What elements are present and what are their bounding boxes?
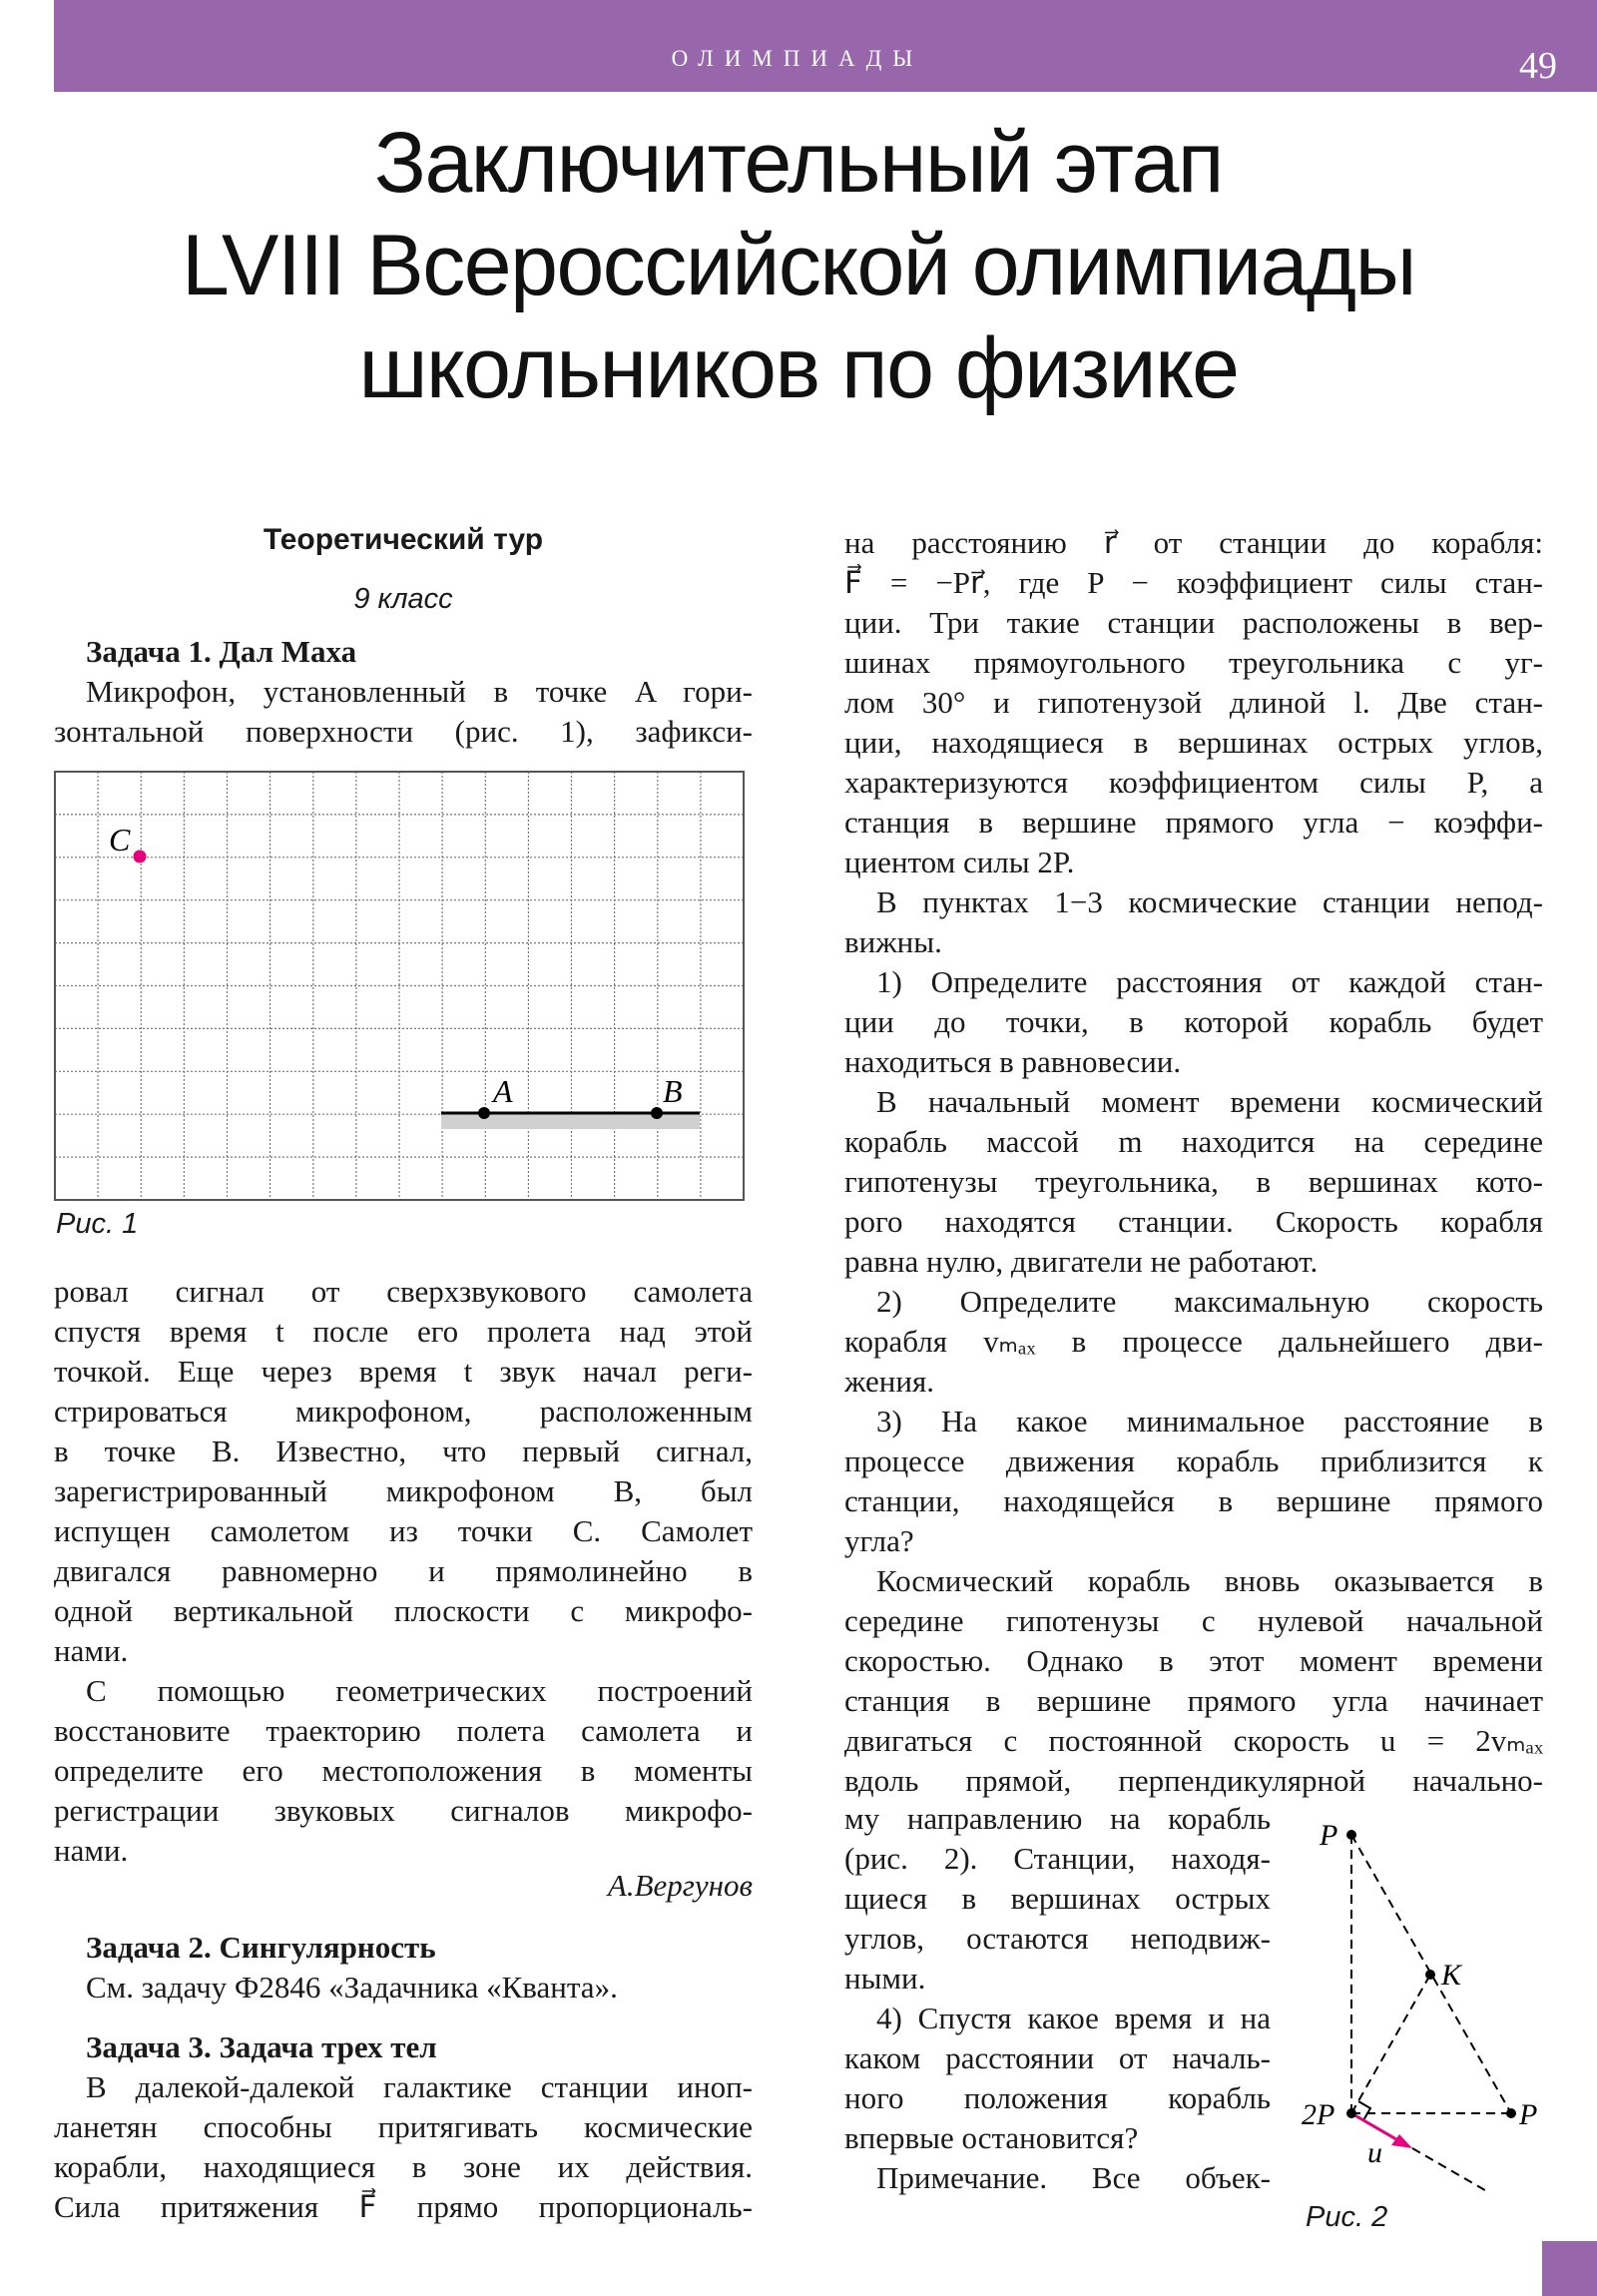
text-line: жения.: [844, 1364, 934, 1399]
text-line: щиеся в вершинах острых: [844, 1881, 1271, 1916]
text-line: корабля vₘₐₓ в процессе дальнейшего дви-: [844, 1324, 1543, 1359]
text-line: середине гипотенузы с нулевой начальной: [844, 1603, 1543, 1638]
paragraph: [844, 962, 1543, 1082]
text-line: углов, остаются неподвиж-: [844, 1921, 1271, 1956]
text-line: процессе движения корабль приблизится к: [844, 1443, 1543, 1478]
line-to-k: [1351, 1975, 1430, 2113]
text-line: корабли, находящиеся в зоне их действия.: [54, 2149, 753, 2184]
text-line: спустя время t после его пролета над этой: [54, 1314, 753, 1349]
text-line: нами.: [54, 1833, 129, 1868]
label-b: B: [663, 1073, 683, 1109]
author: А.Вергунов: [607, 1868, 753, 1903]
text-line: 2) Определите максимальную скорость: [876, 1284, 1543, 1319]
text-line: вдоль прямой, перпендикулярной начально-: [844, 1763, 1543, 1798]
station-right: [1506, 2108, 1516, 2118]
station-top: [1346, 1830, 1356, 1840]
text-line: Сила притяжения F⃗ прямо пропорциональ-: [54, 2189, 753, 2224]
paragraph: [54, 2067, 753, 2227]
label-u: u: [1367, 2136, 1382, 2169]
paragraph: [844, 1799, 1271, 1999]
paragraph: [54, 1968, 753, 2008]
text-line: ции, находящиеся в вершинах острых углов,: [844, 725, 1543, 760]
title-line: школьников по физике: [358, 320, 1239, 416]
paragraph: [54, 1671, 753, 1871]
paragraph: [844, 1282, 1543, 1402]
point-c: [134, 851, 147, 863]
task2: [54, 1928, 753, 2008]
text-line: Примечание. Все объек-: [876, 2160, 1271, 2195]
text-line: циентом силы 2P.: [844, 845, 1075, 879]
trajectory-line: [1412, 2148, 1490, 2193]
text-line: Космический корабль вновь оказывается в: [876, 1563, 1543, 1598]
text-line: зарегистрированный микрофоном B, был: [54, 1473, 753, 1508]
label-c: C: [109, 822, 131, 858]
text-line: вижны.: [844, 924, 942, 959]
article-title: [0, 112, 1597, 420]
text-line: Микрофон, установленный в точке A гори-: [86, 674, 753, 709]
text-line: скоростью. Однако в этот момент времени: [844, 1643, 1543, 1678]
text-line: См. задачу Ф2846 «Задачника «Кванта».: [86, 1970, 618, 2005]
text-line: гипотенузы треугольника, в вершинах кото-: [844, 1164, 1543, 1199]
text-line: нами.: [54, 1633, 129, 1668]
paragraph: [844, 1999, 1271, 2158]
point-b: [651, 1107, 663, 1119]
text-line: ного положения корабль: [844, 2080, 1271, 2115]
text-line: ции до точки, в которой корабль будет: [844, 1004, 1543, 1039]
paragraph: [844, 1402, 1543, 1561]
text-line: F⃗ = −Pr⃗, где P − коэффициент силы стан-: [844, 565, 1543, 600]
text-line: регистрации звуковых сигналов микрофо-: [54, 1793, 753, 1828]
figure-2-caption: Рис. 2: [1306, 2201, 1388, 2233]
text-line: му направлению на корабль: [844, 1801, 1271, 1836]
title-line: LVIII Всероссийской олимпиады: [182, 218, 1415, 313]
paragraph: [844, 1082, 1543, 1282]
paragraph: [844, 2158, 1271, 2198]
figure-1-caption: Рис. 1: [56, 1208, 139, 1240]
text-line: точкой. Еще через время t звук начал реги-: [54, 1354, 753, 1389]
task1-intro: [54, 632, 753, 752]
text-line: станция в вершине прямого угла − коэффи-: [844, 805, 1543, 840]
text-line: каком расстоянии от началь-: [844, 2040, 1271, 2075]
label-k: K: [1441, 1959, 1462, 1992]
task2-heading: Задача 2. Сингулярность: [86, 1930, 436, 1965]
grid: [55, 772, 744, 1200]
label-p-top: P: [1320, 1819, 1338, 1852]
arrowhead-icon: [1391, 2134, 1412, 2148]
text-line: одной вертикальной плоскости с микрофо-: [54, 1593, 753, 1628]
text-line: станция в вершине прямого угла начинает: [844, 1683, 1543, 1718]
figure-2: [1288, 1807, 1567, 2226]
text-line: (рис. 2). Станции, находя-: [844, 1841, 1271, 1876]
label-2p: 2P: [1302, 2098, 1335, 2131]
text-line: станции, находящейся в вершине прямого: [844, 1483, 1543, 1518]
station-corner: [1346, 2108, 1356, 2118]
label-p-right: P: [1519, 2098, 1538, 2131]
text-line: стрироваться микрофоном, расположенным: [54, 1394, 753, 1429]
text-line: характеризуются коэффициентом силы P, а: [844, 765, 1543, 800]
page-number: 49: [1519, 45, 1557, 87]
task3-continued-narrow: [844, 1799, 1271, 2198]
text-line: ции. Три такие станции расположены в вер-: [844, 605, 1543, 640]
text-line: рого находятся станции. Скорость корабля: [844, 1204, 1543, 1239]
grade-label: 9 класс: [353, 583, 453, 615]
text-line: В далекой-далекой галактике станции иноп-: [86, 2069, 753, 2104]
task1-heading: Задача 1. Дал Маха: [86, 634, 357, 669]
text-line: В пунктах 1−3 космические станции непод-: [876, 884, 1543, 919]
text-line: лом 30° и гипотенузой длиной l. Две стан-: [844, 685, 1543, 720]
paragraph: [844, 882, 1543, 962]
paragraph: [844, 1561, 1543, 1801]
title-line: Заключительный этап: [374, 115, 1223, 211]
task1-body: [54, 1272, 753, 1871]
text-line: В начальный момент времени космический: [876, 1084, 1543, 1119]
text-line: 3) На какое минимальное расстояние в: [876, 1404, 1543, 1438]
paragraph: [54, 672, 753, 752]
paragraph: [54, 1272, 753, 1671]
section-title: ОЛИМПИАДЫ: [671, 46, 924, 71]
text-line: двигаться с постоянной скорость u = 2vₘₐₓ: [844, 1723, 1543, 1758]
task3: [54, 2027, 753, 2227]
text-line: восстановите траекторию полета самолета и: [54, 1713, 753, 1748]
text-line: корабль массой m находится на середине: [844, 1124, 1543, 1159]
text-line: испущен самолетом из точки C. Самолет: [54, 1513, 753, 1548]
section-heading: Теоретический тур: [263, 523, 544, 556]
text-line: зонтальной поверхности (рис. 1), зафикси-: [54, 714, 753, 749]
text-line: двигался равномерно и прямолинейно в: [54, 1553, 753, 1588]
text-line: 1) Определите расстояния от каждой стан-: [876, 964, 1543, 999]
text-line: в точке B. Известно, что первый сигнал,: [54, 1434, 753, 1468]
paragraph: [844, 523, 1543, 882]
text-line: равна нулю, двигатели не работают.: [844, 1244, 1319, 1279]
text-line: ными.: [844, 1961, 926, 1996]
text-line: впервые остановится?: [844, 2120, 1139, 2155]
point-k: [1425, 1970, 1435, 1980]
task3-heading: Задача 3. Задача трех тел: [86, 2029, 437, 2064]
text-line: находиться в равновесии.: [844, 1044, 1182, 1079]
text-line: ровал сигнал от сверхзвукового самолета: [54, 1274, 753, 1309]
figure-1: [54, 771, 745, 1202]
text-line: угла?: [844, 1523, 914, 1558]
text-line: 4) Спустя какое время и на: [876, 2001, 1271, 2035]
page-corner-tab: [1542, 2241, 1597, 2296]
label-a: A: [493, 1073, 513, 1109]
text-line: на расстоянию r⃗ от станции до корабля:: [844, 525, 1543, 560]
text-line: шинах прямоугольного треугольника с уг-: [844, 645, 1543, 680]
header-bar: [54, 0, 1597, 92]
text-line: ланетян способны притягивать космические: [54, 2109, 753, 2144]
task3-continued: [844, 523, 1543, 1801]
text-line: определите его местоположения в моменты: [54, 1753, 753, 1788]
text-line: С помощью геометрических построений: [86, 1673, 753, 1708]
point-a: [478, 1107, 490, 1119]
